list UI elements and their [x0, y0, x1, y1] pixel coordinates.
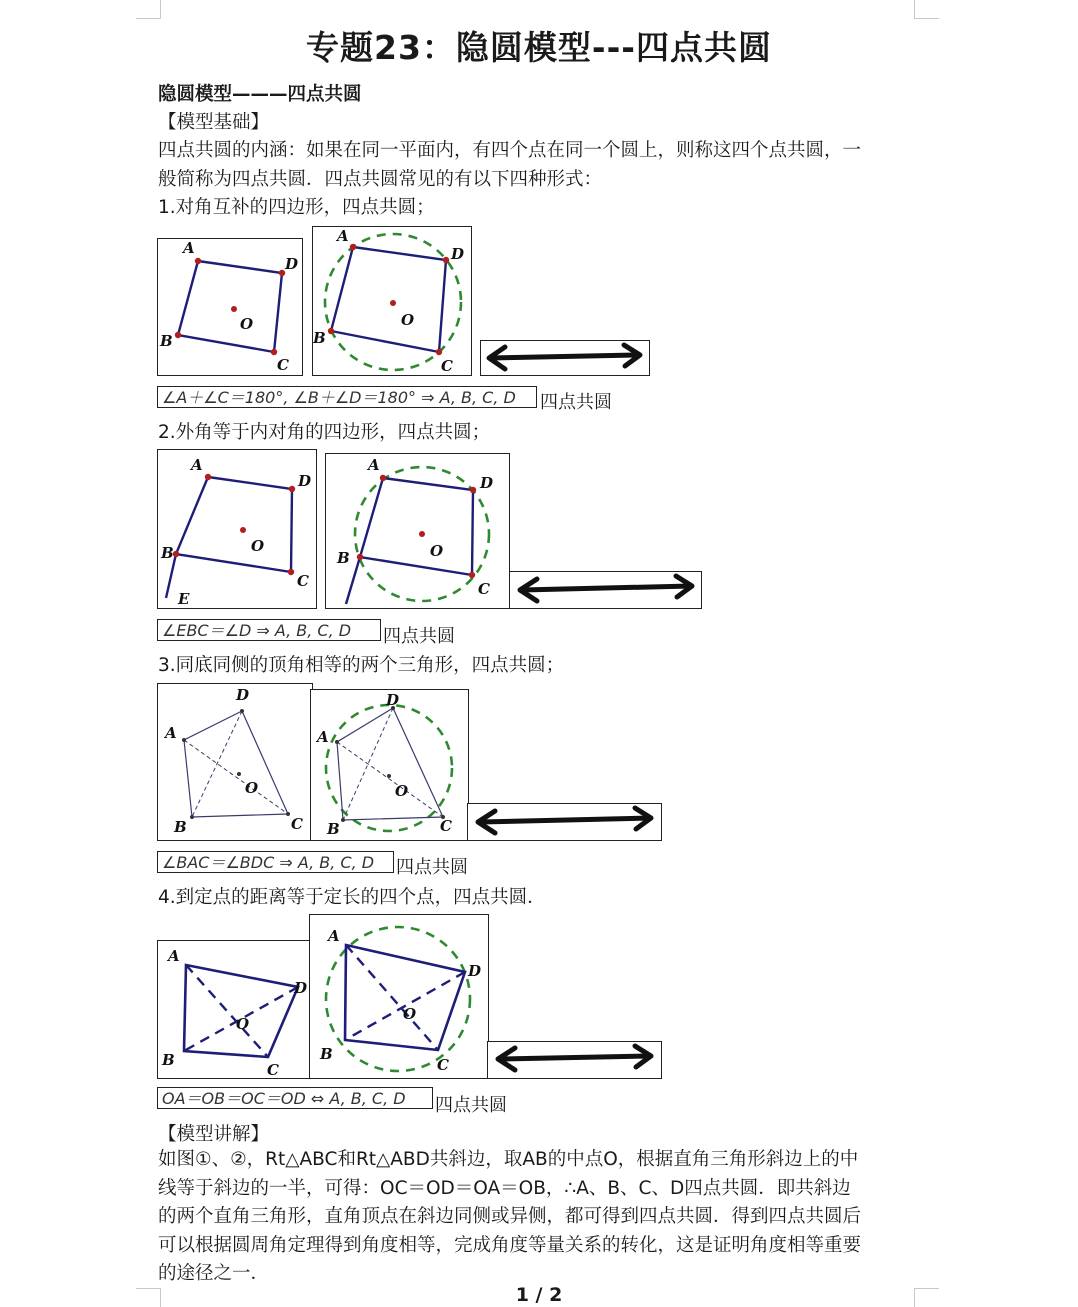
quadrilateral-abcd — [360, 478, 473, 575]
double-arrow-icon — [491, 355, 639, 358]
label-d: D — [451, 245, 465, 263]
label-b: B — [162, 1051, 175, 1069]
point-c — [469, 572, 475, 578]
label-e: E — [178, 590, 190, 608]
segment-oa-oc — [346, 945, 438, 1050]
case1-formula: ∠A＋∠C＝180°, ∠B＋∠D＝180° ⇒ A, B, C, D — [157, 386, 537, 408]
point-o — [387, 774, 391, 778]
label-b: B — [337, 549, 350, 567]
segment-bd — [192, 711, 242, 817]
point-b — [190, 815, 194, 819]
case2-figure-with-circle — [325, 453, 510, 609]
label-b: B — [327, 820, 340, 838]
label-d: D — [285, 255, 299, 273]
case3-suffix: 四点共圆 — [396, 857, 468, 878]
quadrilateral-abcd — [184, 965, 298, 1057]
case4-suffix: 四点共圆 — [435, 1095, 507, 1116]
label-d: D — [468, 962, 482, 980]
point-c — [288, 569, 294, 575]
point-b — [341, 818, 345, 822]
case1-figure-quadrilateral — [157, 238, 303, 376]
case4-heading: 4.到定点的距离等于定长的四个点，四点共圆． — [158, 887, 546, 908]
label-d: D — [480, 474, 494, 492]
double-arrow-icon — [500, 1056, 650, 1059]
point-d — [470, 487, 476, 493]
explain-line-2: 线等于斜边的一半，可得：OC＝OD＝OA＝OB，∴A、B、C、D四点共圆．即共斜边 — [158, 1177, 851, 1199]
point-a — [380, 475, 386, 481]
crop-mark-top-left — [136, 0, 161, 19]
crop-mark-top-right — [914, 0, 939, 19]
label-o: O — [251, 537, 265, 555]
quadrilateral-abcd — [176, 477, 292, 572]
quadrilateral-abcd — [331, 247, 446, 352]
point-b — [328, 328, 334, 334]
label-c: C — [437, 1056, 449, 1074]
point-o — [231, 306, 237, 312]
label-b: B — [160, 332, 173, 350]
label-a: A — [191, 456, 203, 474]
label-o: O — [245, 779, 259, 797]
label-a: A — [165, 724, 177, 742]
label-c: C — [267, 1061, 279, 1078]
subtitle: 隐圆模型———四点共圆 — [158, 84, 362, 105]
point-o — [390, 300, 396, 306]
explain-line-3: 的两个直角三角形，直角顶点在斜边同侧或异侧，都可得到四点共圆．得到四点共圆后 — [158, 1206, 862, 1227]
case2-formula: ∠EBC＝∠D ⇒ A, B, C, D — [157, 619, 381, 641]
case3-heading: 3.同底同侧的顶角相等的两个三角形，四点共圆； — [158, 655, 565, 676]
label-a: A — [328, 927, 340, 945]
label-o: O — [395, 782, 409, 800]
case2-double-arrow-box — [509, 571, 702, 609]
point-a — [182, 738, 186, 742]
point-o — [240, 527, 246, 533]
section-explain-heading: 【模型讲解】 — [158, 1124, 270, 1145]
label-c: C — [277, 356, 289, 374]
circumcircle — [326, 705, 452, 831]
label-d: D — [298, 472, 312, 490]
point-b — [175, 332, 181, 338]
case4-double-arrow-box — [487, 1041, 662, 1079]
label-b: B — [320, 1045, 333, 1063]
explain-line-1: 如图①、②，Rt△ABC和Rt△ABD共斜边，取AB的中点O，根据直角三角形斜边上的中 — [158, 1149, 859, 1170]
point-o — [237, 772, 241, 776]
label-d: D — [386, 691, 400, 709]
case4-figure-quadrilateral — [157, 940, 311, 1079]
intro-line-1: 四点共圆的内涵：如果在同一平面内，有四个点在同一个圆上，则称这四个点共圆，一 — [158, 140, 862, 161]
segment-ac — [337, 742, 443, 817]
label-o: O — [430, 542, 444, 560]
label-o: O — [401, 311, 415, 329]
segment-ac — [184, 740, 288, 814]
point-a — [195, 258, 201, 264]
point-a — [335, 740, 339, 744]
quadrilateral-abcd — [337, 708, 443, 820]
label-c: C — [441, 357, 453, 375]
label-a: A — [368, 456, 380, 474]
point-d — [240, 709, 244, 713]
case4-formula: OA＝OB＝OC＝OD ⇔ A, B, C, D — [157, 1087, 433, 1109]
case3-figure-triangles — [157, 683, 313, 841]
label-a: A — [168, 947, 180, 965]
label-o: O — [240, 315, 254, 333]
double-arrow-icon — [522, 586, 691, 590]
label-b: B — [161, 544, 174, 562]
point-a — [350, 244, 356, 250]
point-o — [419, 531, 425, 537]
case4-figure-with-circle — [309, 914, 489, 1079]
label-c: C — [478, 580, 490, 598]
point-d — [443, 257, 449, 263]
label-a: A — [337, 227, 349, 245]
point-c — [436, 349, 442, 355]
page-title: 专题23：隐圆模型---四点共圆 — [305, 28, 772, 67]
quadrilateral-abcd — [178, 261, 282, 352]
page-number: 1 / 2 — [515, 1284, 563, 1306]
case1-double-arrow-box — [480, 340, 650, 376]
label-o: O — [403, 1005, 417, 1023]
label-a: A — [183, 239, 195, 257]
case2-suffix: 四点共圆 — [383, 626, 455, 647]
section-basic-heading: 【模型基础】 — [158, 112, 270, 133]
point-b — [357, 554, 363, 560]
label-d: D — [294, 979, 308, 997]
label-b: B — [174, 818, 187, 836]
case2-heading: 2.外角等于内对角的四边形，四点共圆； — [158, 422, 491, 443]
intro-line-2: 般简称为四点共圆．四点共圆常见的有以下四种形式： — [158, 169, 603, 190]
explain-line-4: 可以根据圆周角定理得到角度相等，完成角度等量关系的转化，这是证明角度相等重要 — [158, 1234, 862, 1256]
case1-figure-with-circle — [312, 226, 472, 376]
point-b — [173, 551, 179, 557]
quadrilateral-abcd — [345, 945, 465, 1050]
explain-line-5: 的途径之一． — [158, 1263, 270, 1284]
case3-figure-with-circle — [310, 689, 469, 841]
case3-formula: ∠BAC＝∠BDC ⇒ A, B, C, D — [157, 851, 394, 873]
point-d — [289, 486, 295, 492]
explanation-paragraph — [158, 1146, 918, 1289]
case1-heading: 1.对角互补的四边形，四点共圆； — [158, 197, 435, 218]
label-a: A — [317, 728, 329, 746]
point-c — [271, 349, 277, 355]
case3-double-arrow-box — [467, 803, 662, 841]
case1-suffix: 四点共圆 — [540, 392, 612, 413]
label-c: C — [291, 815, 303, 833]
label-o: O — [236, 1015, 250, 1033]
label-b: B — [313, 329, 326, 347]
label-c: C — [297, 572, 309, 590]
double-arrow-icon — [480, 818, 650, 822]
label-c: C — [440, 817, 452, 835]
case2-figure-quadrilateral — [157, 449, 317, 609]
point-c — [286, 812, 290, 816]
point-a — [205, 474, 211, 480]
label-d: D — [236, 686, 250, 704]
